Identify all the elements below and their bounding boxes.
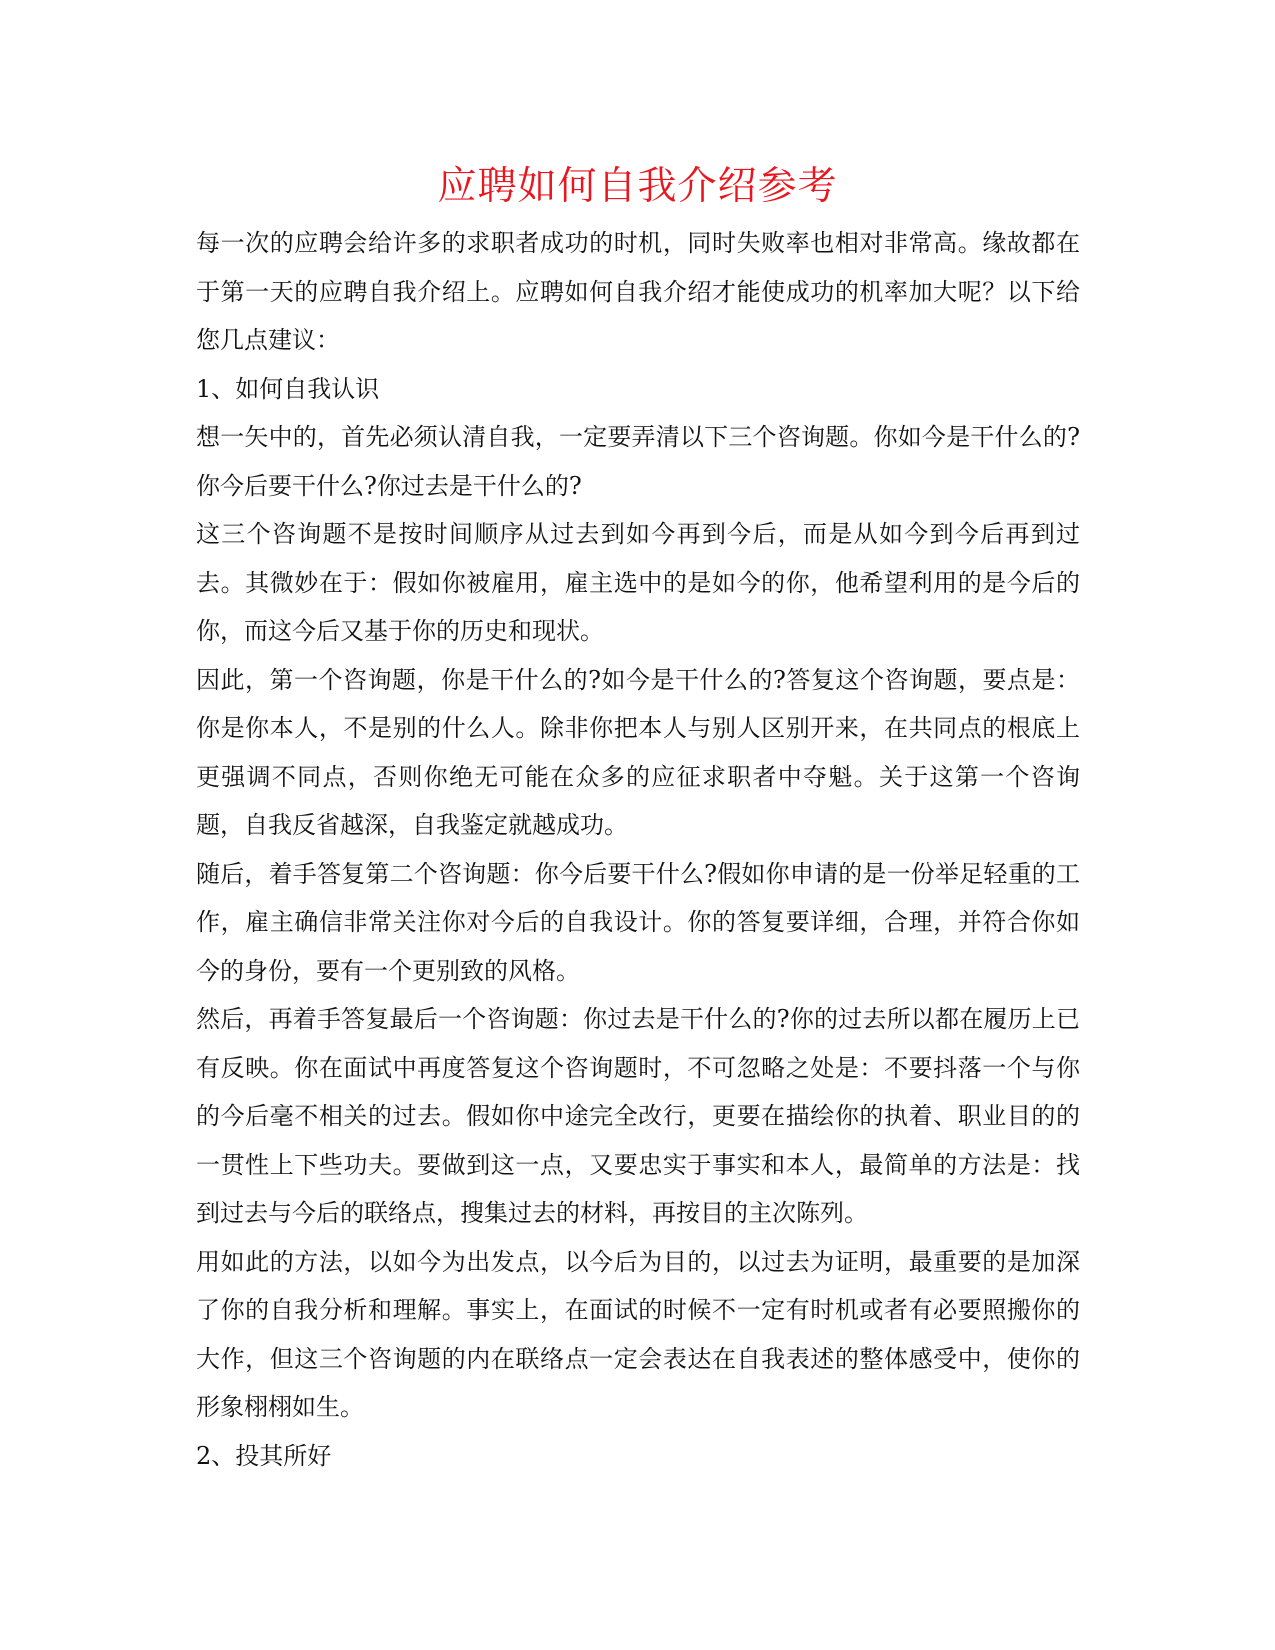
paragraph: 随后，着手答复第二个咨询题：你今后要干什么?假如你申请的是一份举足轻重的工作，雇主确信非常关注你对今后的自我设计。你的答复要详细，合理，并符合你如今的身份，要有一个更别致的风格。 (196, 859, 1080, 985)
section-heading-1: 1、如何自我认识 (196, 374, 380, 403)
paragraph: 因此，第一个咨询题，你是干什么的?如今是干什么的?答复这个咨询题，要点是：你是你本人，不是别的什么人。除非你把本人与别人区别开来，在共同点的根底上更强调不同点，否则你绝无可能在众多的应征求职者中夺魁。关于这第一个咨询题，自我反省越深，自我鉴定就越成功。 (196, 665, 1080, 839)
document-body (196, 219, 1080, 1480)
paragraph: 想一矢中的，首先必须认清自我，一定要弄清以下三个咨询题。你如今是干什么的?你今后要干什么?你过去是干什么的? (196, 423, 1080, 500)
paragraph-intro: 每一次的应聘会给许多的求职者成功的时机，同时失败率也相对非常高。缘故都在于第一天的应聘自我介绍上。应聘如何自我介绍才能使成功的机率加大呢？以下给您几点建议： (196, 229, 1080, 354)
paragraph: 这三个咨询题不是按时间顺序从过去到如今再到今后，而是从如今到今后再到过去。其微妙在于：假如你被雇用，雇主选中的是如今的你，他希望利用的是今后的你，而这今后又基于你的历史和现状。 (196, 520, 1080, 645)
section-heading-2: 2、投其所好 (196, 1441, 332, 1470)
paragraph: 用如此的方法，以如今为出发点，以今后为目的，以过去为证明，最重要的是加深了你的自我分析和理解。事实上，在面试的时候不一定有时机或者有必要照搬你的大作，但这三个咨询题的内在联络点一定会表达在自我表述的整体感受中，使你的形象栩栩如生。 (196, 1247, 1080, 1421)
paragraph: 然后，再着手答复最后一个咨询题：你过去是干什么的?你的过去所以都在履历上已有反映。你在面试中再度答复这个咨询题时，不可忽略之处是：不要抖落一个与你的今后毫不相关的过去。假如你中途完全改行，更要在描绘你的执着、职业目的的一贯性上下些功夫。要做到这一点，又要忠实于事实和本人，最简单的方法是：找到过去与今后的联络点，搜集过去的材料，再按目的主次陈列。 (196, 1005, 1080, 1227)
document-title: 应聘如何自我介绍参考 (437, 164, 838, 209)
